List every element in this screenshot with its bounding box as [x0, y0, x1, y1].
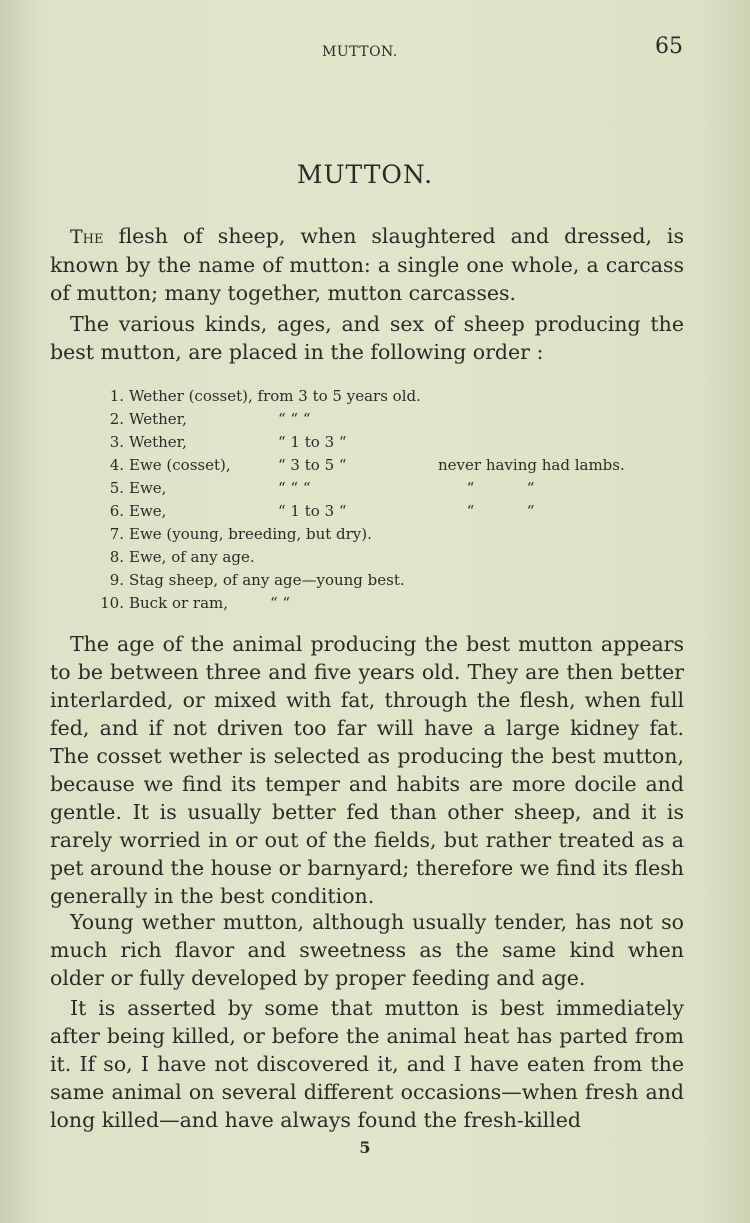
list-item-age: “ 1 to 3 “ [278, 433, 347, 451]
list-item-age: “ 1 to 3 “ [278, 502, 347, 520]
intro-paragraph-2 [50, 310, 684, 366]
list-item-age: “ “ [270, 594, 291, 612]
list-item-number: 9. [109, 571, 124, 589]
intro-paragraph-2-text: The various kinds, ages, and sex of sheep producing the best mutton, are placed in the following order : [50, 312, 684, 364]
body-paragraph-2-text: Young wether mutton, although usually tender, has not so much rich flavor and sweetness as the same kind when older or fully developed by proper feeding and age. [50, 910, 684, 990]
chapter-title: MUTTON. [296, 160, 434, 189]
lead-word: The [70, 226, 104, 248]
list-item-number: 4. [109, 456, 124, 474]
list-item-note: “ “ [438, 479, 535, 497]
list-item-number: 6. [109, 502, 124, 520]
signature-mark: 5 [359, 1138, 371, 1157]
body-paragraph-2 [50, 908, 684, 992]
body-paragraph-3-text: It is asserted by some that mutton is best immediately after being killed, or before the animal heat has parted from it. If so, I have not discovered it, and I have eaten from the same animal on several different occasions—when fresh and long killed—and have always found the fresh-killed [50, 996, 684, 1132]
list-item-number: 8. [109, 548, 124, 566]
list-item-label: Ewe, of any age. [129, 548, 255, 566]
intro-paragraph-1 [50, 222, 684, 307]
list-item-label: Ewe, [129, 502, 167, 520]
list-item-number: 3. [109, 433, 124, 451]
list-item-number: 2. [109, 410, 124, 428]
list-item-number: 5. [109, 479, 124, 497]
list-item-note: “ “ [438, 502, 535, 520]
list-item-label: Stag sheep, of any age—young best. [129, 571, 405, 589]
list-item-label: Ewe, [129, 479, 167, 497]
list-item-age: “ “ “ [278, 410, 311, 428]
page-number: 65 [655, 34, 683, 59]
list-item-label: Wether, [129, 433, 187, 451]
list-item-number: 1. [109, 387, 124, 405]
list-item-label: Buck or ram, [129, 594, 229, 612]
body-paragraph-1-text: The age of the animal producing the best mutton appears to be between three and five years old. They are then better interlarded, or mixed with fat, through the flesh, when full fed, and if not driven too far will have a large kidney fat. The cosset wether is selected as producing the best mutton, because we find its temper and habits are more docile and gentle. It is usually better fed than other sheep, and it is rarely worried in or out of the fields, but rather treated as a pet around the house or barnyard; therefore we find its flesh generally in the best condition. [50, 632, 684, 908]
list-item-age: “ 3 to 5 “ [278, 456, 347, 474]
list-item-note: never having had lambs. [438, 456, 625, 474]
list-item-label: Wether, [129, 410, 187, 428]
list-item-number: 10. [100, 594, 124, 612]
list-item-age: “ “ “ [278, 479, 311, 497]
list-item-number: 7. [109, 525, 124, 543]
running-head: MUTTON. [322, 44, 398, 60]
intro-paragraph-1-text: flesh of sheep, when slaughtered and dressed, is known by the name of mutton: a single one whole, a carcass of mutton; many together, mutton carcasses. [50, 224, 684, 305]
list-item-label: Wether (cosset), from 3 to 5 years old. [129, 387, 421, 405]
list-item-label: Ewe (young, breeding, but dry). [129, 525, 372, 543]
body-paragraph-1 [50, 630, 684, 910]
body-paragraph-3 [50, 994, 684, 1134]
list-item-label: Ewe (cosset), [129, 456, 231, 474]
